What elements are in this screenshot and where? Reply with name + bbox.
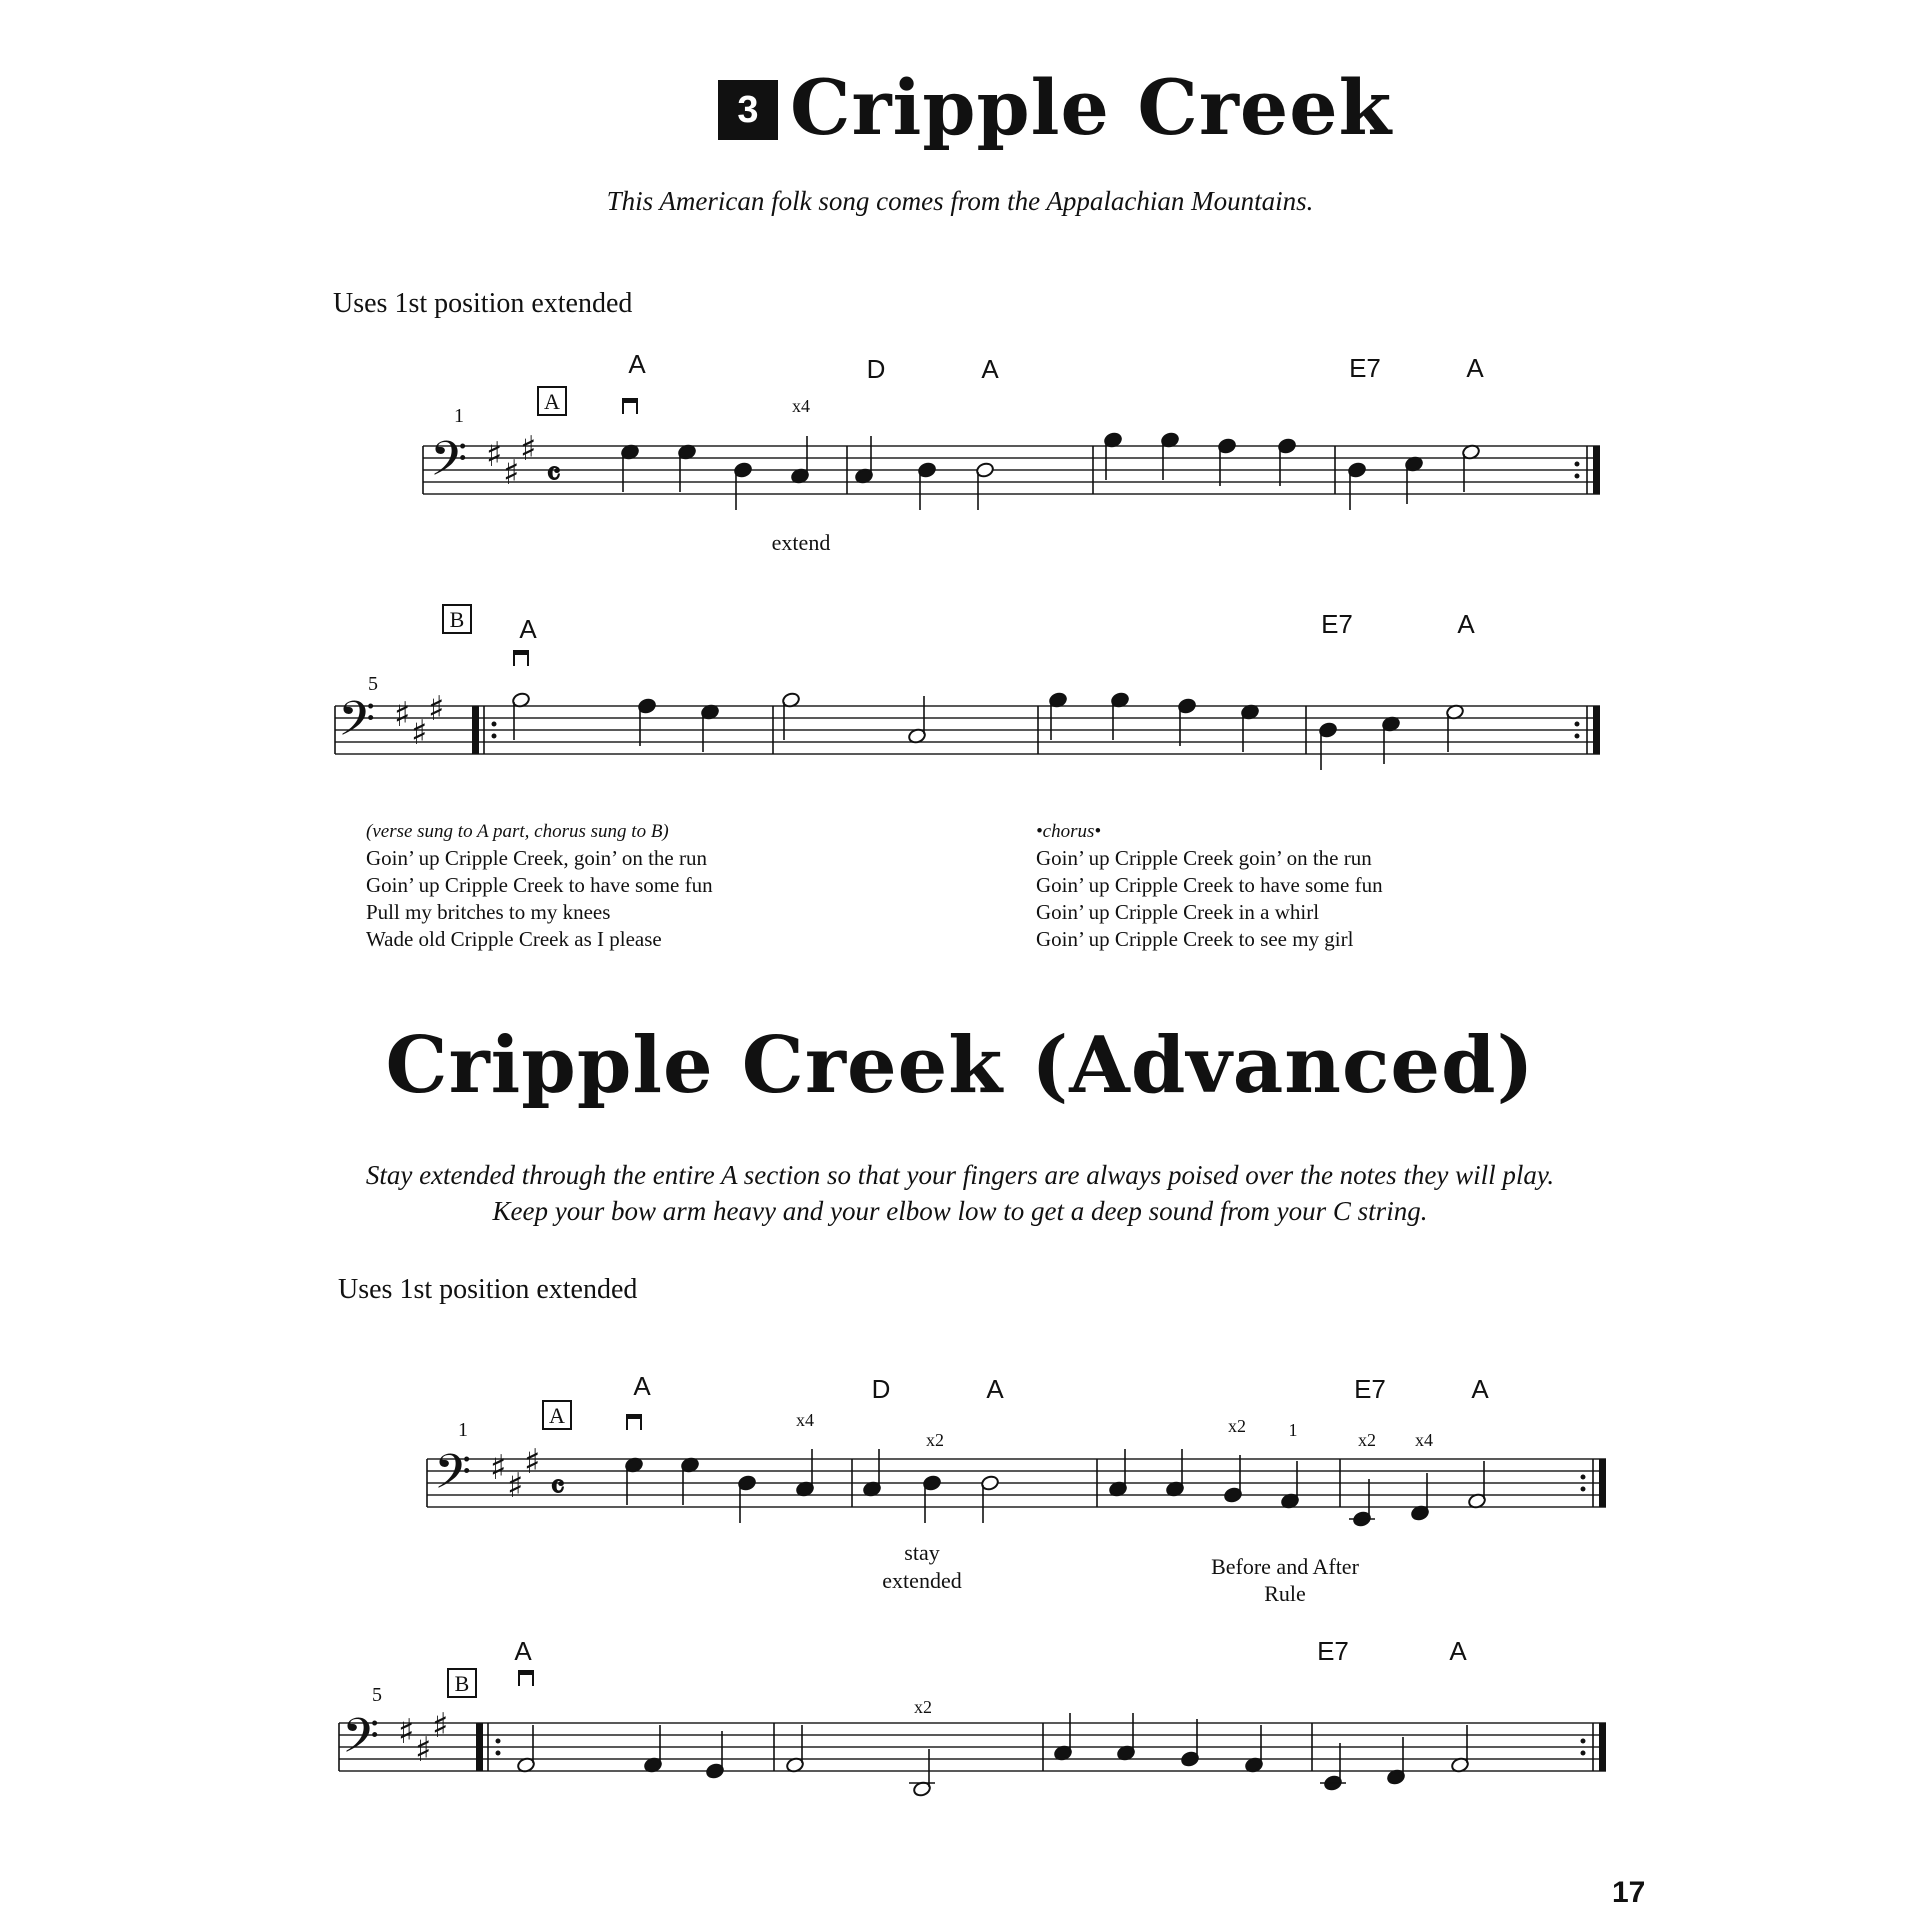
finger-annotation: x4 xyxy=(796,1410,814,1430)
finger-annotation: x4 xyxy=(1415,1430,1433,1450)
piece-number-badge: 3 xyxy=(718,80,778,140)
final-barline xyxy=(1593,446,1600,494)
extended-label: extended xyxy=(882,1568,962,1593)
chord-symbol: D xyxy=(871,1374,891,1404)
verse-line: Goin’ up Cripple Creek to have some fun xyxy=(366,873,713,897)
sharp-icon: ♯ xyxy=(486,435,503,475)
chord-symbol: A xyxy=(1466,353,1484,383)
verse-line: Pull my britches to my knees xyxy=(366,900,611,924)
measure-number: 1 xyxy=(454,405,464,427)
finger-annotation: x2 xyxy=(1358,1430,1376,1450)
chord-symbol: E7 xyxy=(1349,353,1381,383)
down-bow-icon xyxy=(513,650,529,655)
section-label: A xyxy=(549,1403,565,1428)
sharp-icon: ♯ xyxy=(394,695,411,735)
chord-symbol: A xyxy=(633,1371,651,1401)
page-number: 17 xyxy=(1612,1876,1646,1909)
piece2-position-note: Uses 1st position extended xyxy=(338,1274,638,1305)
chord-symbol: A xyxy=(519,614,537,644)
sharp-icon: ♯ xyxy=(411,713,428,753)
repeat-dot xyxy=(496,1739,501,1744)
sharp-icon: ♯ xyxy=(398,1712,415,1752)
down-bow-icon xyxy=(622,398,638,403)
repeat-dot xyxy=(492,734,497,739)
measure-number: 1 xyxy=(458,1419,468,1441)
piece2-instruction-1: Stay extended through the entire A section so that your fingers are always poised over the notes they will play. xyxy=(365,1160,1555,1190)
chord-symbol: A xyxy=(514,1636,532,1666)
finger-annotation: 1 xyxy=(1288,1420,1298,1440)
sharp-icon: ♯ xyxy=(520,429,537,469)
chord-symbol: A xyxy=(1449,1636,1467,1666)
chord-symbol: E7 xyxy=(1354,1374,1386,1404)
chorus-line: Goin’ up Cripple Creek to have some fun xyxy=(1036,873,1383,897)
down-bow-icon xyxy=(626,1414,642,1419)
section-label: A xyxy=(544,389,560,414)
chorus-line: Goin’ up Cripple Creek in a whirl xyxy=(1036,900,1320,924)
section-label: B xyxy=(449,607,465,632)
repeat-dot xyxy=(1575,474,1580,479)
down-bow-icon xyxy=(518,1670,534,1675)
chorus-line: Goin’ up Cripple Creek goin’ on the run xyxy=(1036,846,1372,870)
sharp-icon: ♯ xyxy=(507,1466,524,1506)
verse-line: Wade old Cripple Creek as I please xyxy=(366,927,662,951)
start-repeat-bar xyxy=(476,1723,483,1771)
common-time-icon: 𝄴 xyxy=(550,1467,566,1508)
stay-label: stay xyxy=(904,1540,940,1565)
bass-clef-icon: 𝄢 xyxy=(338,690,376,759)
chord-symbol: E7 xyxy=(1321,609,1353,639)
piece1-position-note: Uses 1st position extended xyxy=(333,288,633,319)
repeat-dot xyxy=(1581,1751,1586,1756)
sharp-icon: ♯ xyxy=(503,453,520,493)
piece1-title: Cripple Creek xyxy=(790,62,1393,152)
chorus-heading: •chorus• xyxy=(1036,821,1102,842)
piece2-instruction-2: Keep your bow arm heavy and your elbow low to get a deep sound from your C string. xyxy=(492,1196,1428,1226)
final-barline xyxy=(1593,706,1600,754)
chord-symbol: A xyxy=(628,349,646,379)
bass-clef-icon: 𝄢 xyxy=(430,430,468,499)
chord-symbol: E7 xyxy=(1317,1636,1349,1666)
before-after-label: Before and After xyxy=(1211,1554,1359,1579)
repeat-dot xyxy=(1575,462,1580,467)
verse-heading: (verse sung to A part, chorus sung to B) xyxy=(366,821,669,842)
chord-symbol: D xyxy=(866,354,886,384)
repeat-dot xyxy=(1575,722,1580,727)
sharp-icon: ♯ xyxy=(415,1730,432,1770)
rule-label: Rule xyxy=(1264,1581,1306,1606)
chord-symbol: A xyxy=(1457,609,1475,639)
repeat-dot xyxy=(1575,734,1580,739)
repeat-dot xyxy=(496,1751,501,1756)
bass-clef-icon: 𝄢 xyxy=(342,1707,380,1776)
finger-annotation: x2 xyxy=(1228,1416,1246,1436)
final-barline xyxy=(1599,1459,1606,1507)
final-barline xyxy=(1599,1723,1606,1771)
piece2-title: Cripple Creek (Advanced) xyxy=(385,1020,1535,1111)
repeat-dot xyxy=(492,722,497,727)
measure-number: 5 xyxy=(368,673,378,695)
verse-line: Goin’ up Cripple Creek, goin’ on the run xyxy=(366,846,707,870)
sharp-icon: ♯ xyxy=(490,1448,507,1488)
common-time-icon: 𝄴 xyxy=(546,454,562,495)
chord-symbol: A xyxy=(1471,1374,1489,1404)
sharp-icon: ♯ xyxy=(428,689,445,729)
finger-annotation: x2 xyxy=(926,1430,944,1450)
repeat-dot xyxy=(1581,1739,1586,1744)
sharp-icon: ♯ xyxy=(524,1442,541,1482)
repeat-dot xyxy=(1581,1475,1586,1480)
section-label: B xyxy=(454,1671,470,1696)
start-repeat-bar xyxy=(472,706,479,754)
measure-number: 5 xyxy=(372,1684,382,1706)
finger-annotation: x2 xyxy=(914,1697,932,1717)
extend-label: extend xyxy=(771,530,831,555)
sharp-icon: ♯ xyxy=(432,1706,449,1746)
chorus-line: Goin’ up Cripple Creek to see my girl xyxy=(1036,927,1354,951)
chord-symbol: A xyxy=(986,1374,1004,1404)
repeat-dot xyxy=(1581,1487,1586,1492)
piece1-subtitle: This American folk song comes from the Appalachian Mountains. xyxy=(606,186,1314,216)
finger-annotation: x4 xyxy=(792,396,810,416)
bass-clef-icon: 𝄢 xyxy=(434,1443,472,1512)
chord-symbol: A xyxy=(981,354,999,384)
